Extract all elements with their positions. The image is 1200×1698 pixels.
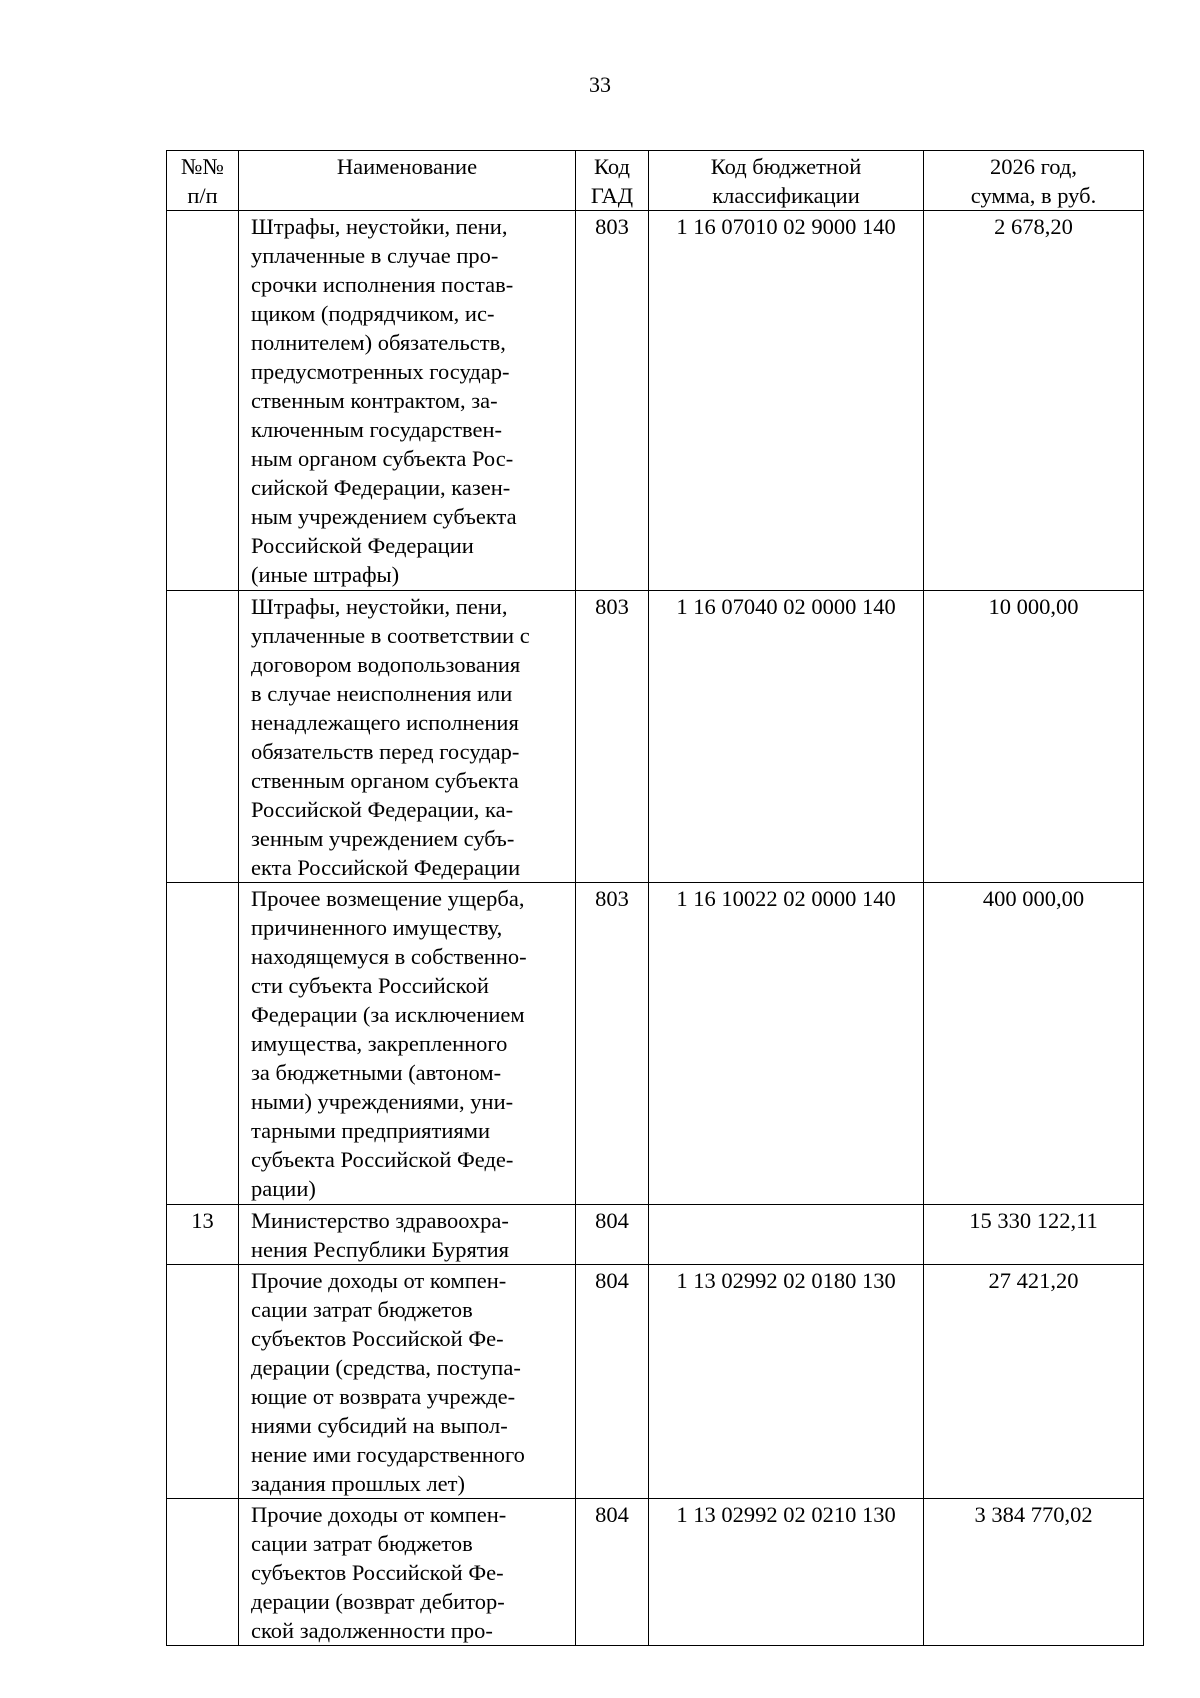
header-gad-line: Код	[594, 154, 630, 179]
name-line: сти субъекта Российской	[251, 973, 489, 998]
name-line: ным органом субъекта Рос-	[251, 446, 514, 471]
name-line: нения Республики Бурятия	[251, 1237, 510, 1262]
name-line: предусмотренных государ-	[251, 359, 510, 384]
cell-sum: 10 000,00	[924, 591, 1144, 883]
table-header-row	[167, 151, 1144, 211]
cell-name	[239, 1205, 576, 1265]
cell-kbk: 1 13 02992 02 0210 130	[649, 1499, 924, 1646]
header-kbk-line: классификации	[712, 183, 860, 208]
cell-gad: 804	[576, 1499, 649, 1646]
name-line: нение ими государственного	[251, 1442, 525, 1467]
name-line: рации)	[251, 1176, 316, 1201]
cell-sum: 3 384 770,02	[924, 1499, 1144, 1646]
name-line: сийской Федерации, казен-	[251, 475, 511, 500]
header-kbk-line: Код бюджетной	[710, 154, 862, 179]
name-line: за бюджетными (автоном-	[251, 1060, 502, 1085]
name-line: Прочее возмещение ущерба,	[251, 886, 525, 911]
cell-gad: 803	[576, 591, 649, 883]
name-line: Штрафы, неустойки, пени,	[251, 214, 508, 239]
name-line: Министерство здравоохра-	[251, 1208, 509, 1233]
cell-gad: 803	[576, 211, 649, 591]
name-line: ственным контрактом, за-	[251, 388, 498, 413]
name-line: сации затрат бюджетов	[251, 1531, 473, 1556]
table-row	[167, 1205, 1144, 1265]
cell-num	[167, 211, 239, 591]
name-line: ключенным государствен-	[251, 417, 502, 442]
name-line: Штрафы, неустойки, пени,	[251, 594, 508, 619]
header-num-line: №№	[181, 154, 224, 179]
cell-num: 13	[167, 1205, 239, 1265]
name-line: полнителем) обязательств,	[251, 330, 506, 355]
name-line: ской задолженности про-	[251, 1618, 493, 1643]
name-line: сации затрат бюджетов	[251, 1297, 473, 1322]
table-row	[167, 591, 1144, 883]
name-line: Российской Федерации, ка-	[251, 797, 514, 822]
name-line: ненадлежащего исполнения	[251, 710, 519, 735]
cell-kbk: 1 16 10022 02 0000 140	[649, 883, 924, 1205]
name-line: имущества, закрепленного	[251, 1031, 508, 1056]
name-line: в случае неисполнения или	[251, 681, 513, 706]
cell-num	[167, 883, 239, 1205]
name-line: екта Российской Федерации	[251, 855, 521, 880]
table-row	[167, 211, 1144, 591]
cell-sum: 27 421,20	[924, 1265, 1144, 1499]
cell-gad: 804	[576, 1265, 649, 1499]
cell-sum: 15 330 122,11	[924, 1205, 1144, 1265]
cell-name	[239, 883, 576, 1205]
name-line: ными) учреждениями, уни-	[251, 1089, 514, 1114]
header-name	[239, 151, 576, 211]
name-line: уплаченные в соответствии с	[251, 623, 530, 648]
name-line: Прочие доходы от компен-	[251, 1502, 507, 1527]
header-num	[167, 151, 239, 211]
name-line: обязательств перед государ-	[251, 739, 520, 764]
name-line: Российской Федерации	[251, 533, 474, 558]
name-line: дерации (возврат дебитор-	[251, 1589, 505, 1614]
name-line: ственным органом субъекта	[251, 768, 519, 793]
cell-num	[167, 1265, 239, 1499]
name-line: задания прошлых лет)	[251, 1471, 465, 1496]
name-line: уплаченные в случае про-	[251, 243, 499, 268]
name-line: тарными предприятиями	[251, 1118, 491, 1143]
name-line: Прочие доходы от компен-	[251, 1268, 507, 1293]
name-line: дерации (средства, поступа-	[251, 1355, 521, 1380]
page-number: 33	[589, 72, 611, 97]
name-line: ным учреждением субъекта	[251, 504, 517, 529]
cell-sum: 400 000,00	[924, 883, 1144, 1205]
cell-kbk: 1 16 07010 02 9000 140	[649, 211, 924, 591]
name-line: субъекта Российской Феде-	[251, 1147, 514, 1172]
table-row	[167, 1499, 1144, 1646]
name-line: договором водопользования	[251, 652, 521, 677]
name-line: причиненного имуществу,	[251, 915, 503, 940]
cell-name	[239, 1499, 576, 1646]
name-line: ющие от возврата учрежде-	[251, 1384, 516, 1409]
header-num-line: п/п	[187, 183, 218, 208]
header-name-line: Наименование	[336, 154, 478, 179]
name-line: находящемуся в собственно-	[251, 944, 527, 969]
cell-num	[167, 1499, 239, 1646]
cell-sum: 2 678,20	[924, 211, 1144, 591]
name-line: срочки исполнения постав-	[251, 272, 514, 297]
cell-gad: 804	[576, 1205, 649, 1265]
table-row	[167, 883, 1144, 1205]
cell-kbk: 1 13 02992 02 0180 130	[649, 1265, 924, 1499]
name-line: щиком (подрядчиком, ис-	[251, 301, 495, 326]
cell-kbk: 1 16 07040 02 0000 140	[649, 591, 924, 883]
header-gad-line: ГАД	[590, 183, 634, 208]
cell-name	[239, 1265, 576, 1499]
cell-gad: 803	[576, 883, 649, 1205]
cell-num	[167, 591, 239, 883]
name-line: субъектов Российской Фе-	[251, 1560, 504, 1585]
header-sum	[924, 151, 1144, 211]
name-line: Федерации (за исключением	[251, 1002, 525, 1027]
table-row	[167, 1265, 1144, 1499]
header-kbk	[649, 151, 924, 211]
cell-name	[239, 211, 576, 591]
name-line: ниями субсидий на выпол-	[251, 1413, 508, 1438]
name-line: (иные штрафы)	[251, 562, 400, 587]
name-line: зенным учреждением субъ-	[251, 826, 515, 851]
header-sum-line: сумма, в руб.	[970, 183, 1097, 208]
cell-name	[239, 591, 576, 883]
cell-kbk	[649, 1205, 924, 1265]
budget-table	[166, 150, 1144, 1646]
header-sum-line: 2026 год,	[990, 154, 1077, 179]
name-line: субъектов Российской Фе-	[251, 1326, 504, 1351]
header-gad	[576, 151, 649, 211]
